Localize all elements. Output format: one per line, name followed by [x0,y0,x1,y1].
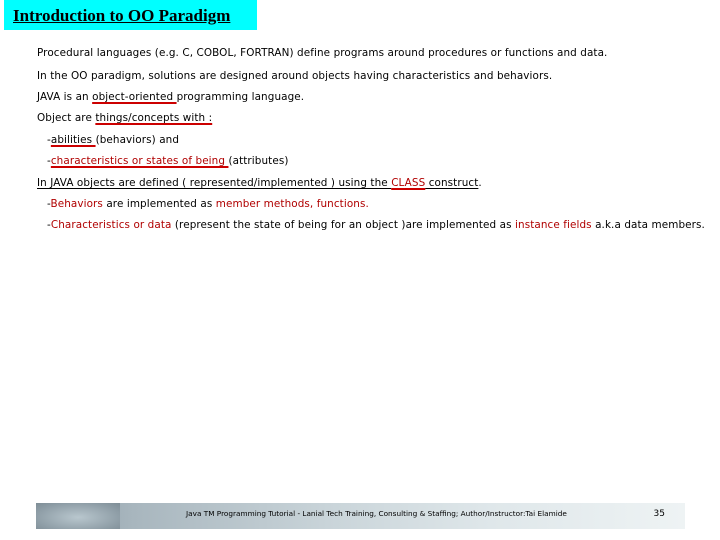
text-line-oo-paradigm: In the OO paradigm, solutions are designed around objects having characteristics and behaviors. [37,70,553,82]
bullet-dash: - [47,155,51,167]
highlight-object-oriented: object-oriented [92,91,177,103]
bullet-dash: - [47,219,51,231]
text-line-behaviors [47,198,369,210]
highlight-member-methods: member methods, functions. [215,198,369,210]
highlight-abilities: abilities [50,134,96,146]
text-segment: a.k.a data members. [591,219,705,231]
highlight-class: CLASS [391,177,426,189]
text-segment: programming language. [176,91,305,103]
text-segment: (behaviors) and [95,134,180,146]
text-line-data [47,219,705,231]
text-segment: (attributes) [228,155,289,167]
text-line-procedural: Procedural languages (e.g. C, COBOL, FORTRAN) define programs around procedures or functions and data. [37,47,608,59]
text-segment: (represent the state of being for an object )are implemented as [171,219,516,231]
highlight-behaviors: Behaviors [50,198,103,210]
bullet-dash: - [47,134,51,146]
text-line-java-oo [37,91,304,103]
highlight-characteristics-data: Characteristics or data [50,219,172,231]
text-line-abilities [47,134,179,146]
highlight-things-concepts: things/concepts with : [95,112,213,124]
text-segment: construct [425,177,479,189]
bullet-dash: - [47,198,51,210]
text-segment: JAVA is an [37,91,93,103]
footer-decoration [36,503,120,529]
text-segment: . [478,177,482,189]
highlight-instance-fields: instance fields [515,219,592,231]
text-line-characteristics [47,155,289,167]
footer-text: Java TM Programming Tutorial - Lanial Tech Training, Consulting & Staffing; Author/Instructor:Tai Elamide [186,509,567,518]
footer-bar [36,503,685,529]
page-number: 35 [653,509,665,519]
text-line-java-class [37,177,482,189]
highlight-characteristics: characteristics or states of being [50,155,229,167]
text-segment: Object are [37,112,96,124]
text-segment: In JAVA objects are defined ( represented/implemented ) using the [37,177,392,189]
text-segment: are implemented as [102,198,216,210]
slide-title: Introduction to OO Paradigm [13,6,231,25]
text-line-objects [37,112,212,124]
